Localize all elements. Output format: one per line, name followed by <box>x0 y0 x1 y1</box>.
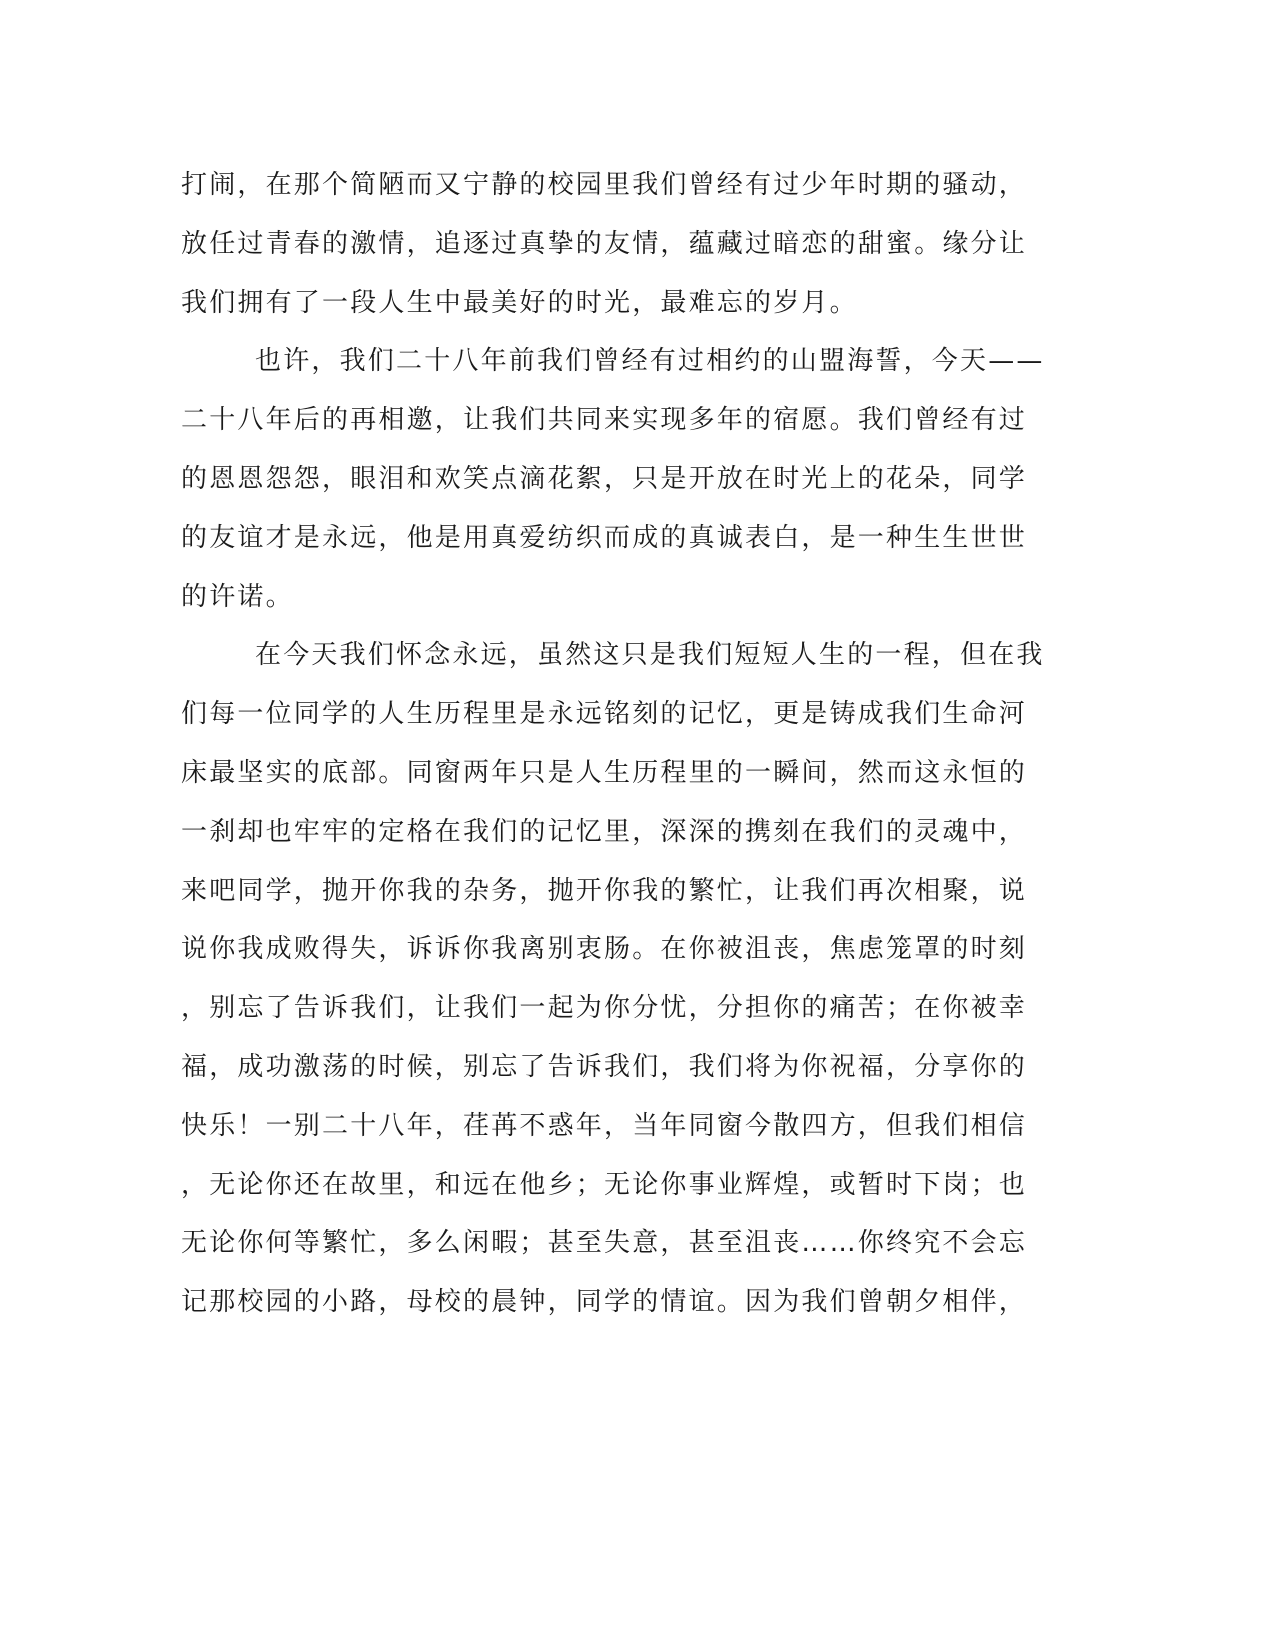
text-line: 的恩恩怨怨，眼泪和欢笑点滴花絮，只是开放在时光上的花朵，同学 <box>181 463 1028 494</box>
text-line-indented: 也许，我们二十八年前我们曾经有过相约的山盟海誓，今天—— <box>255 346 1045 377</box>
text-line: 的许诺。 <box>181 581 294 612</box>
text-line: ，无论你还在故里，和远在他乡；无论你事业辉煌，或暂时下岗；也 <box>181 1169 1028 1200</box>
text-line: 一刹却也牢牢的定格在我们的记忆里，深深的携刻在我们的灵魂中， <box>181 816 1028 847</box>
text-line: 无论你何等繁忙，多么闲暇；甚至失意，甚至沮丧……你终究不会忘 <box>181 1228 1028 1259</box>
text-line: 快乐！一别二十八年，荏苒不惑年，当年同窗今散四方，但我们相信 <box>181 1110 1028 1141</box>
paragraph-3 <box>181 626 1045 1332</box>
text-line: 来吧同学，抛开你我的杂务，抛开你我的繁忙，让我们再次相聚，说 <box>181 875 1028 906</box>
paragraph-1 <box>181 156 1041 332</box>
text-line: 放任过青春的激情，追逐过真挚的友情，蕴藏过暗恋的甜蜜。缘分让 <box>181 228 1028 259</box>
text-line: ，别忘了告诉我们，让我们一起为你分忧，分担你的痛苦；在你被幸 <box>181 993 1028 1024</box>
text-line: 说你我成败得失，诉诉你我离别衷肠。在你被沮丧，焦虑笼罩的时刻 <box>181 934 1028 965</box>
text-line: 记那校园的小路，母校的晨钟，同学的情谊。因为我们曾朝夕相伴， <box>181 1287 1028 1318</box>
text-line: 福，成功激荡的时候，别忘了告诉我们，我们将为你祝福，分享你的 <box>181 1051 1028 1082</box>
text-line-indented: 在今天我们怀念永远，虽然这只是我们短短人生的一程，但在我 <box>255 640 1045 671</box>
body-text <box>181 156 1045 1332</box>
text-line: 我们拥有了一段人生中最美好的时光，最难忘的岁月。 <box>181 287 858 318</box>
text-line: 床最坚实的底部。同窗两年只是人生历程里的一瞬间，然而这永恒的 <box>181 757 1028 788</box>
text-line: 的友谊才是永远，他是用真爱纺织而成的真诚表白，是一种生生世世 <box>181 522 1028 553</box>
text-line: 打闹，在那个简陋而又宁静的校园里我们曾经有过少年时期的骚动， <box>181 170 1028 200</box>
text-line: 们每一位同学的人生历程里是永远铭刻的记忆，更是铸成我们生命河 <box>181 699 1028 730</box>
paragraph-2 <box>181 332 1045 626</box>
text-line: 二十八年后的再相邀，让我们共同来实现多年的宿愿。我们曾经有过 <box>181 405 1028 436</box>
